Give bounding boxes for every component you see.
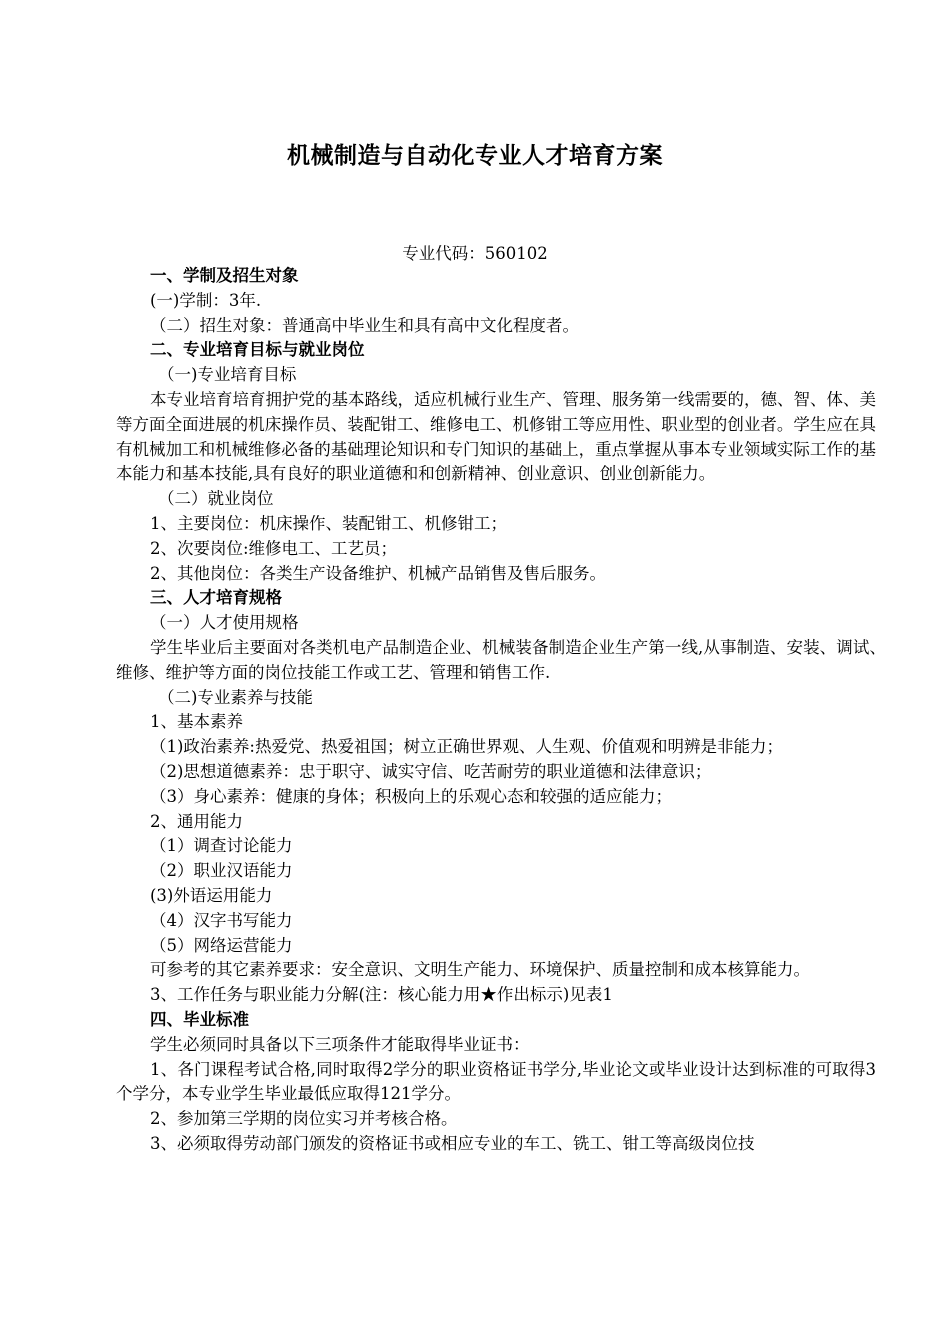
section-heading: 四、毕业标准 <box>150 1009 249 1029</box>
text-line: 3、工作任务与职业能力分解(注：核心能力用★作出标示)见表1 <box>150 985 613 1005</box>
paragraph: 本专业培育培育拥护党的基本路线，适应机械行业生产、管理、服务第一线需要的，德、智、体、美等方面全面进展的机床操作员、装配钳工、维修电工、机修钳工等应用性、职业型的创业者。学生应在具有机械加工和机械维修必备的基础理论知识和专门知识的基础上，重点掌握从事本专业领域实际工作的基本能力和基本技能,具有良好的职业道德和和创新精神、创业意识、创业创新能力。 <box>116 389 876 484</box>
document-body <box>116 264 886 1157</box>
text-line: 学生必须同时具备以下三项条件才能取得毕业证书： <box>150 1034 530 1054</box>
paragraph: 学生毕业后主要面对各类机电产品制造企业、机械装备制造企业生产第一线,从事制造、安装、调试、维修、维护等方面的岗位技能工作或工艺、管理和销售工作. <box>116 637 886 682</box>
paragraph: 1、各门课程考试合格,同时取得2学分的职业资格证书学分,毕业论文或毕业设计达到标准的可取得3个学分，本专业学生毕业最低应取得121学分。 <box>116 1059 876 1104</box>
paragraph: 可参考的其它素养要求：安全意识、文明生产能力、环境保护、质量控制和成本核算能力。 <box>150 960 810 980</box>
text-line: （一)专业培育目标 <box>158 365 297 385</box>
section-heading: 二、专业培育目标与就业岗位 <box>150 340 365 360</box>
text-line: （一）人才使用规格 <box>150 613 299 633</box>
text-line: （5）网络运营能力 <box>150 935 293 955</box>
text-line: （2)思想道德素养：忠于职守、诚实守信、吃苦耐劳的职业道德和法律意识； <box>150 761 712 781</box>
paragraph: （1)政治素养:热爱党、热爱祖国；树立正确世界观、人生观、价值观和明辨是非能力； <box>150 737 783 757</box>
text-line: 1、基本素养 <box>150 712 243 732</box>
section-heading: 三、人才培育规格 <box>150 588 282 608</box>
section-heading: 一、学制及招生对象 <box>150 266 299 285</box>
text-line: 2、其他岗位：各类生产设备维护、机械产品销售及售后服务。 <box>150 563 606 583</box>
text-line: 2、通用能力 <box>150 811 243 831</box>
text-line: （3）身心素养：健康的身体；积极向上的乐观心态和较强的适应能力； <box>150 786 672 806</box>
text-line: （2）职业汉语能力 <box>150 861 293 881</box>
text-line: （二）就业岗位 <box>158 489 274 509</box>
text-line: 3、必须取得劳动部门颁发的资格证书或相应专业的车工、铣工、钳工等高级岗位技 <box>150 1133 755 1153</box>
text-line: （二)专业素养与技能 <box>158 687 313 707</box>
text-line: 1、主要岗位：机床操作、装配钳工、机修钳工； <box>150 513 507 533</box>
text-line: 2、参加第三学期的岗位实习并考核合格。 <box>150 1109 458 1129</box>
text-line: 2、次要岗位:维修电工、工艺员； <box>150 538 398 558</box>
text-line: （4）汉字书写能力 <box>150 910 293 930</box>
document-title: 机械制造与自动化专业人才培育方案 <box>287 143 663 169</box>
text-line: (3)外语运用能力 <box>150 885 273 905</box>
text-line: （二）招生对象：普通高中毕业生和具有高中文化程度者。 <box>150 315 579 335</box>
major-code: 专业代码：560102 <box>402 244 548 263</box>
text-line: (一)学制：3年. <box>150 290 262 310</box>
text-line: （1）调查讨论能力 <box>150 836 293 856</box>
